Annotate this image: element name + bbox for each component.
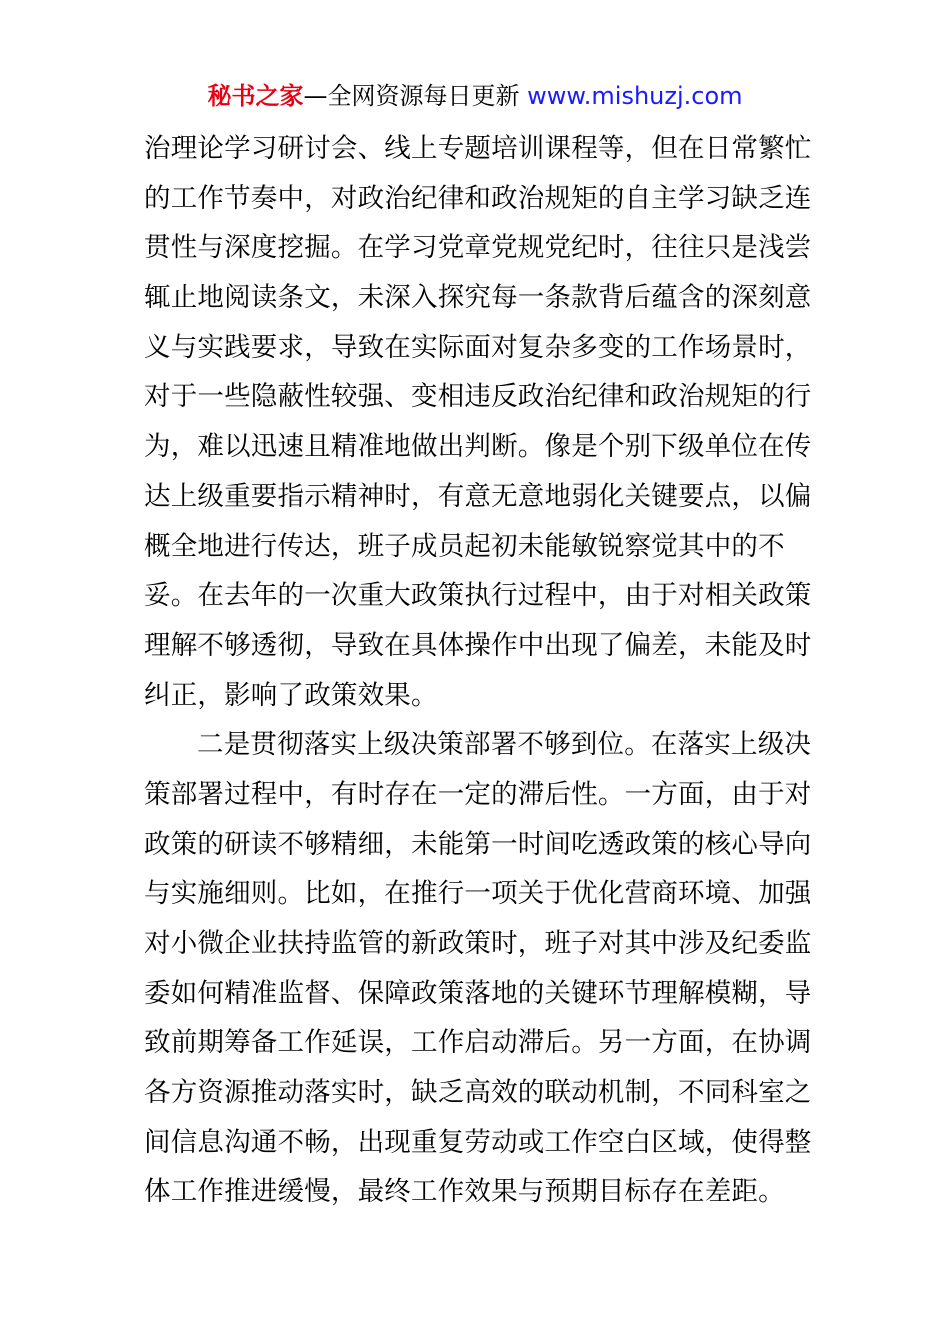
site-header <box>0 80 950 112</box>
text-line: 治理论学习研讨会、线上专题培训课程等，但在日常繁忙 <box>144 133 812 164</box>
text-line: 对于一些隐蔽性较强、变相违反政治纪律和政治规矩的行 <box>144 381 812 413</box>
text-line: 理解不够透彻，导致在具体操作中出现了偏差，未能及时 <box>144 629 812 661</box>
site-url-link[interactable]: www.mishuzj.com <box>527 82 743 110</box>
text-line: 对小微企业扶持监管的新政策时，班子对其中涉及纪委监 <box>144 928 812 959</box>
text-line: 达上级重要指示精神时，有意无意地弱化关键要点，以偏 <box>144 480 812 512</box>
text-line: 妥。在去年的一次重大政策执行过程中，由于对相关政策 <box>144 580 812 612</box>
text-line: 二是贯彻落实上级决策部署不够到位。在落实上级决 <box>197 729 812 761</box>
text-line: 贯性与深度挖掘。在学习党章党规党纪时，往往只是浅尝 <box>144 232 812 264</box>
paragraph-2 <box>144 720 812 1217</box>
site-brand: 秘书之家 <box>207 82 304 110</box>
text-line: 政策的研读不够精细，未能第一时间吃透政策的核心导向 <box>144 828 812 860</box>
text-line: 各方资源推动落实时，缺乏高效的联动机制，不同科室之 <box>144 1077 812 1109</box>
text-line: 策部署过程中，有时存在一定的滞后性。一方面，由于对 <box>144 778 812 810</box>
text-line: 义与实践要求，导致在实际面对复杂多变的工作场景时， <box>144 331 812 363</box>
text-line: 辄止地阅读条文，未深入探究每一条款背后蕴含的深刻意 <box>144 282 812 314</box>
text-line: 概全地进行传达，班子成员起初未能敏锐察觉其中的不 <box>144 530 785 562</box>
text-line: 为，难以迅速且精准地做出判断。像是个别下级单位在传 <box>144 431 812 463</box>
text-line: 与实施细则。比如，在推行一项关于优化营商环境、加强 <box>144 878 812 910</box>
paragraph-1 <box>144 124 812 720</box>
text-line: 间信息沟通不畅，出现重复劳动或工作空白区域，使得整 <box>144 1126 812 1158</box>
text-line: 体工作推进缓慢，最终工作效果与预期目标存在差距。 <box>144 1176 785 1208</box>
text-line: 委如何精准监督、保障政策落地的关键环节理解模糊，导 <box>144 977 812 1009</box>
site-tagline: —全网资源每日更新 <box>303 82 520 110</box>
text-line: 致前期筹备工作延误，工作启动滞后。另一方面，在协调 <box>144 1027 812 1059</box>
document-body <box>144 124 812 1217</box>
text-line: 的工作节奏中，对政治纪律和政治规矩的自主学习缺乏连 <box>144 182 812 214</box>
text-line: 纠正，影响了政策效果。 <box>144 679 438 711</box>
